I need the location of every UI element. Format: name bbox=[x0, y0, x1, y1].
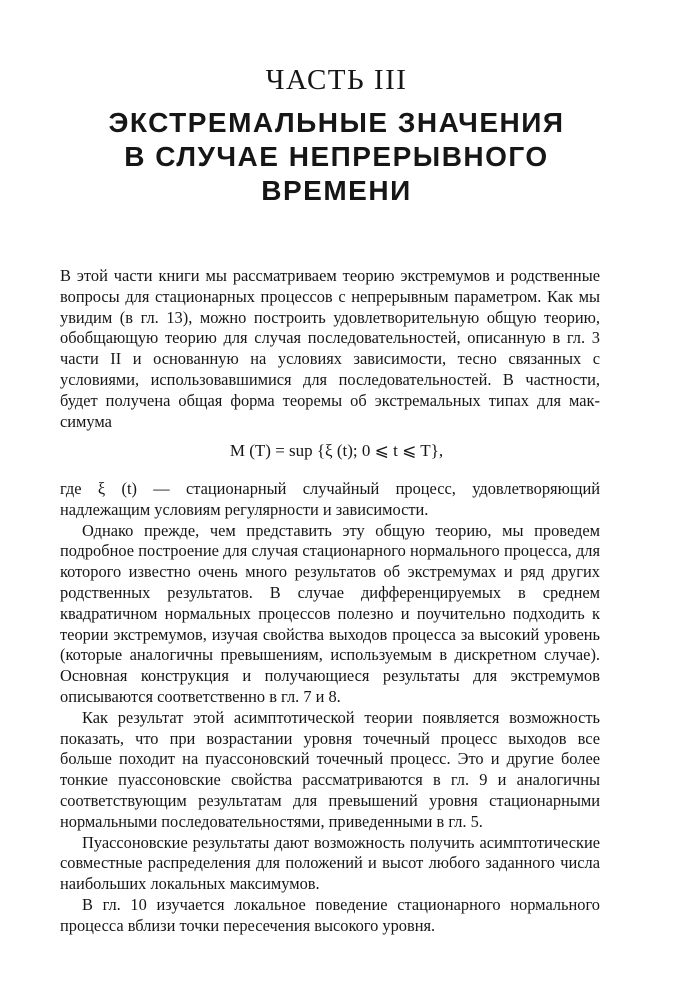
formula-explanation: где ξ (t) — стационарный случайный процесс, удовлетворяющий надлежащим условиям регулярности и зависимости. bbox=[60, 479, 600, 519]
paragraph-1: Однако прежде, чем представить эту общую теорию, мы проведем подробное построение для случая стационарного нормального процесса, для которого известно очень много результатов об экстремумах и ряд других родственных результатов. В случае дифференцируемых в среднем квадратичном нормальных процессов полезно и поучительно подходить к теории экстремумов, изучая свойства выходов процесса за высокий уровень (которые аналогичны превышениям, используемым в дискретном случае). Основная конструкция и получающиеся результаты для экстремумов описываются соответственно в гл. 7 и 8. bbox=[60, 520, 600, 706]
intro-block bbox=[60, 266, 600, 432]
part-title-line-3: ВРЕМЕНИ bbox=[261, 175, 412, 206]
paragraph-2: Как результат этой асимптотической теории появляется возможность показать, что при возрастании уровня точечный процесс выходов все больше походит на пуассоновский точечный процесс. Это и другие более тонкие пуассоновские свойства рассматриваются в гл. 9 и аналогичны соответствующим результатам для превышений уровня стационарными нормальными последовательностями, приведенными в гл. 5. bbox=[60, 707, 600, 831]
paragraph-4: В гл. 10 изучается локальное поведение стационарного нормального процесса вблизи точки пересечения высокого уровня. bbox=[60, 894, 600, 935]
part-title-line-1: ЭКСТРЕМАЛЬНЫЕ ЗНАЧЕНИЯ bbox=[108, 107, 565, 138]
part-label: ЧАСТЬ III bbox=[265, 64, 408, 96]
part-title-line-2: В СЛУЧАЕ НЕПРЕРЫВНОГО bbox=[124, 141, 549, 172]
body-block bbox=[60, 479, 600, 937]
paragraph-3: Пуассоновские результаты дают возможность получить асимптотические совместные распределения для положений и высот любого заданного числа наибольших локальных максимумов. bbox=[60, 832, 600, 894]
part-title bbox=[0, 106, 673, 208]
formula: M (T) = sup {ξ (t); 0 ⩽ t ⩽ T}, bbox=[229, 441, 444, 460]
intro-paragraph: В этой части книги мы рассматриваем теорию экстремумов и родственные вопросы для стационарных процессов с непрерывным параметром. Как мы увидим (в гл. 13), можно построить удовлетворительную общую теорию, обобщающую теорию для случая последовательностей, описанную в гл. 3 части II и основанную на условиях зависимости, тесно связанных с условиями, использовавшимися для последовательностей. В частности, будет получена общая форма теоремы об экстремальных типах для максимума bbox=[60, 266, 600, 431]
